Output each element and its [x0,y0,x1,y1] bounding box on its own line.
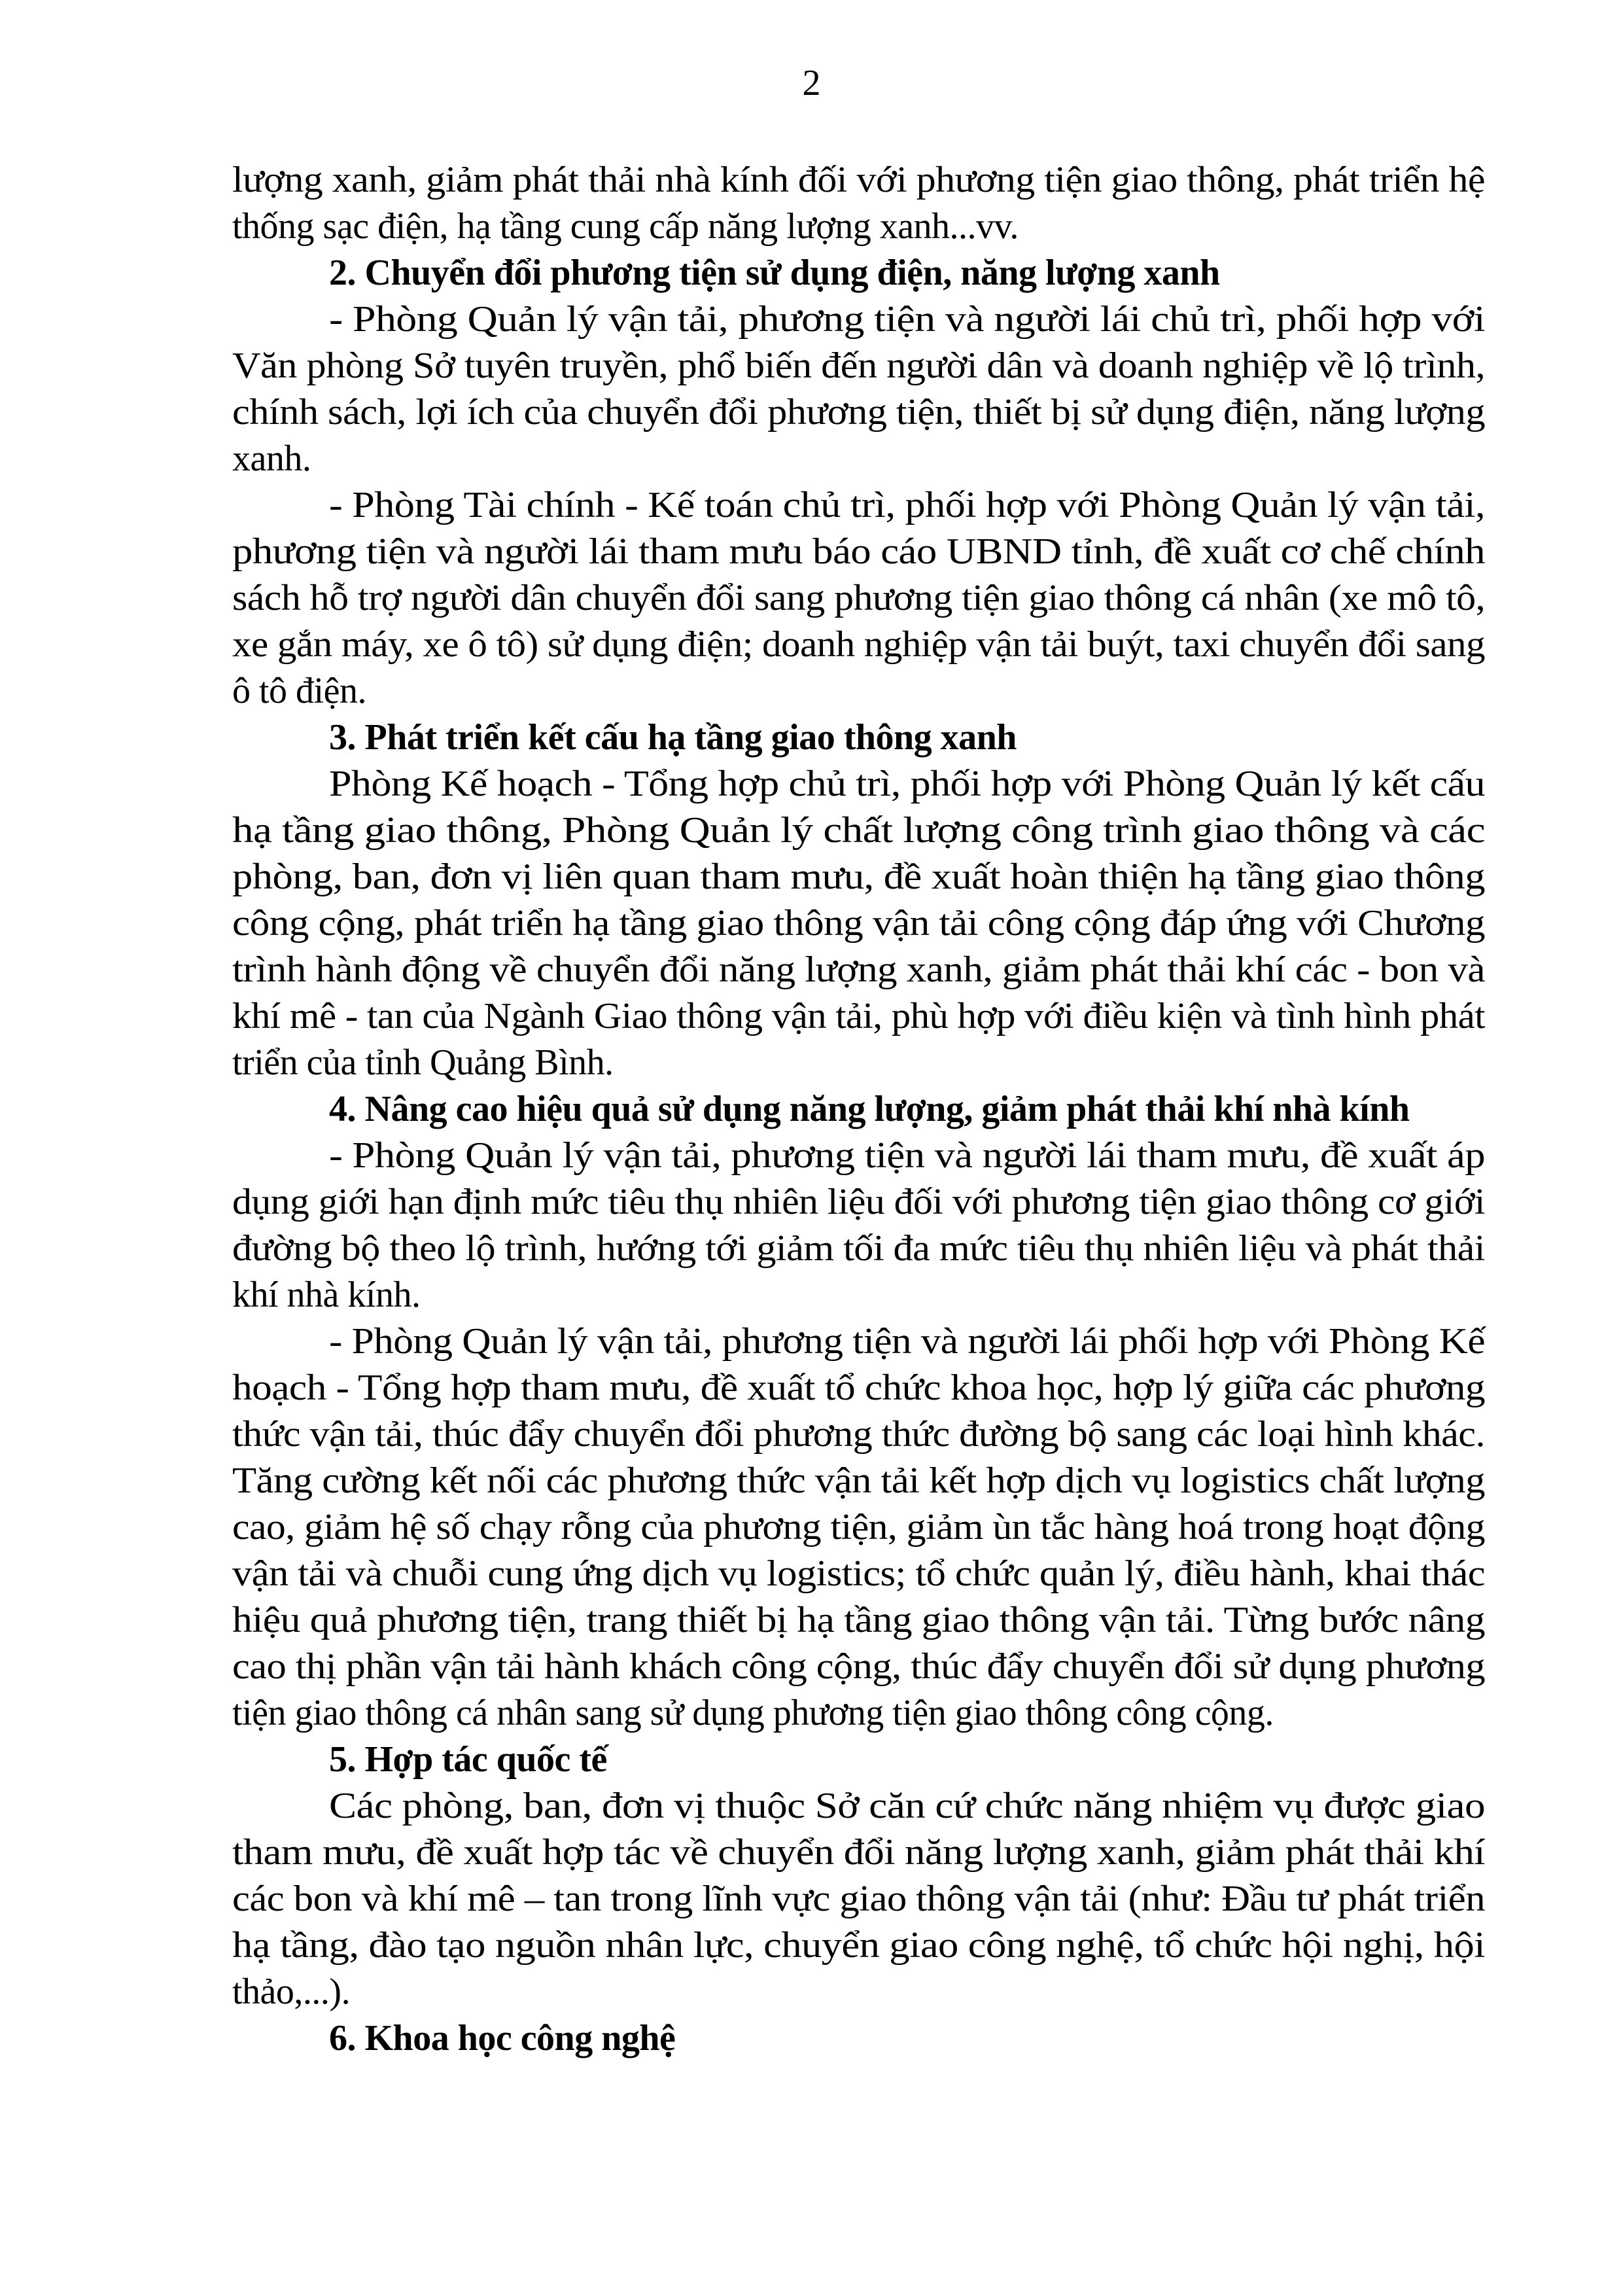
text-line: Văn phòng Sở tuyên truyền, phổ biến đến người dân và doanh nghiệp về lộ trình, [232,345,1485,386]
text-line: dụng giới hạn định mức tiêu thụ nhiên liệu đối với phương tiện giao thông cơ giới [232,1182,1485,1222]
text-line: hiệu quả phương tiện, trang thiết bị hạ tầng giao thông vận tải. Từng bước nâng [232,1600,1485,1640]
text-line: xe gắn máy, xe ô tô) sử dụng điện; doanh nghiệp vận tải buýt, taxi chuyển đổi sang [232,624,1485,665]
text-line: Tăng cường kết nối các phương thức vận tải kết hợp dịch vụ logistics chất lượng [232,1460,1485,1501]
text-line: Phòng Kế hoạch - Tổng hợp chủ trì, phối hợp với Phòng Quản lý kết cấu [329,764,1485,804]
text-line: 5. Hợp tác quốc tế [329,1739,607,1780]
text-line: hạ tầng giao thông, Phòng Quản lý chất lượng công trình giao thông và các [232,810,1485,851]
paragraph [232,761,1485,1086]
text-line: thống sạc điện, hạ tầng cung cấp năng lượng xanh...vv. [232,206,1019,247]
page-number-row [0,60,1623,107]
text-line: hạ tầng, đào tạo nguồn nhân lực, chuyển giao công nghệ, tổ chức hội nghị, hội [232,1925,1485,1966]
text-line: trình hành động về chuyển đổi năng lượng xanh, giảm phát thải khí các - bon và [232,949,1485,990]
text-line: khí nhà kính. [232,1275,421,1315]
paragraph [232,1318,1485,1737]
section-heading [232,1086,1485,1133]
paragraph [232,1783,1485,2015]
text-line: chính sách, lợi ích của chuyển đổi phương tiện, thiết bị sử dụng điện, năng lượng [232,392,1485,433]
text-line: các bon và khí mê – tan trong lĩnh vực giao thông vận tải (như: Đầu tư phát triển [232,1879,1485,1919]
section-heading [232,2015,1485,2062]
text-line: đường bộ theo lộ trình, hướng tới giảm tối đa mức tiêu thụ nhiên liệu và phát thải [232,1228,1485,1269]
text-line: thức vận tải, thúc đẩy chuyển đổi phương thức đường bộ sang các loại hình khác. [232,1414,1485,1455]
paragraph [232,157,1485,250]
text-line: - Phòng Quản lý vận tải, phương tiện và người lái tham mưu, đề xuất áp [329,1135,1485,1176]
paragraph [232,1133,1485,1318]
document-body [232,157,1485,2062]
text-line: phương tiện và người lái tham mưu báo cáo UBND tỉnh, đề xuất cơ chế chính [232,531,1485,572]
text-line: - Phòng Tài chính - Kế toán chủ trì, phối hợp với Phòng Quản lý vận tải, [329,485,1485,525]
text-line: cao, giảm hệ số chạy rỗng của phương tiện, giảm ùn tắc hàng hoá trong hoạt động [232,1507,1485,1547]
text-line: vận tải và chuỗi cung ứng dịch vụ logistics; tổ chức quản lý, điều hành, khai thác [232,1553,1485,1594]
text-line: - Phòng Quản lý vận tải, phương tiện và người lái phối hợp với Phòng Kế [329,1321,1485,1362]
text-line: hoạch - Tổng hợp tham mưu, đề xuất tổ chức khoa học, hợp lý giữa các phương [232,1368,1485,1408]
text-line: 4. Nâng cao hiệu quả sử dụng năng lượng, giảm phát thải khí nhà kính [329,1089,1410,1129]
text-line: tiện giao thông cá nhân sang sử dụng phương tiện giao thông công cộng. [232,1693,1274,1733]
text-line: 6. Khoa học công nghệ [329,2018,676,2058]
page-number: 2 [802,63,821,103]
text-line: sách hỗ trợ người dân chuyển đổi sang phương tiện giao thông cá nhân (xe mô tô, [232,578,1485,618]
text-line: 2. Chuyển đổi phương tiện sử dụng điện, năng lượng xanh [329,253,1220,293]
text-line: công cộng, phát triển hạ tầng giao thông vận tải công cộng đáp ứng với Chương [232,903,1485,944]
text-line: xanh. [232,438,311,479]
text-line: lượng xanh, giảm phát thải nhà kính đối với phương tiện giao thông, phát triển hệ [232,160,1485,200]
text-line: 3. Phát triển kết cấu hạ tầng giao thông xanh [329,717,1017,758]
text-line: khí mê - tan của Ngành Giao thông vận tải, phù hợp với điều kiện và tình hình phát [232,996,1485,1036]
text-line: cao thị phần vận tải hành khách công cộng, thúc đẩy chuyển đổi sử dụng phương [232,1646,1485,1687]
text-line: tham mưu, đề xuất hợp tác về chuyển đổi năng lượng xanh, giảm phát thải khí [232,1832,1485,1873]
paragraph [232,296,1485,482]
text-line: ô tô điện. [232,671,366,711]
paragraph [232,482,1485,715]
text-line: - Phòng Quản lý vận tải, phương tiện và người lái chủ trì, phối hợp với [329,299,1485,340]
text-line: Các phòng, ban, đơn vị thuộc Sở căn cứ chức năng nhiệm vụ được giao [329,1786,1485,1826]
section-heading [232,250,1485,296]
text-line: phòng, ban, đơn vị liên quan tham mưu, đề xuất hoàn thiện hạ tầng giao thông [232,857,1485,897]
section-heading [232,715,1485,761]
text-line: thảo,...). [232,1971,351,2012]
section-heading [232,1737,1485,1783]
text-line: triển của tỉnh Quảng Bình. [232,1042,614,1083]
